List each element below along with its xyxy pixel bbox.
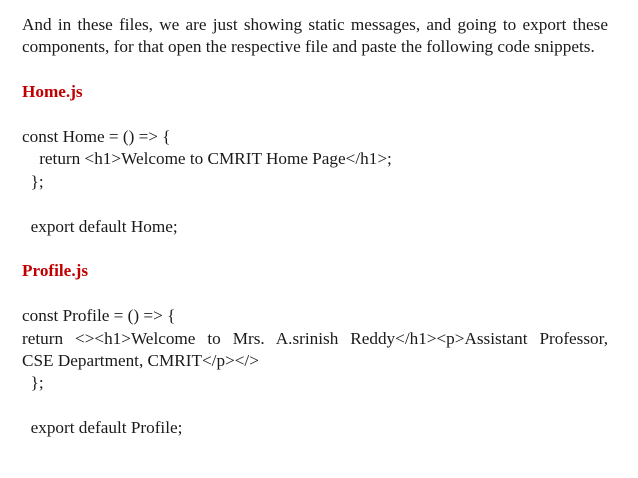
code-line: return <h1>Welcome to CMRIT Home Page</h1>;: [22, 149, 392, 169]
profile-code-block: [22, 305, 608, 439]
code-line: };: [22, 171, 44, 191]
spacer: [22, 238, 608, 260]
code-line: export default Profile;: [22, 418, 183, 438]
spacer: [22, 283, 608, 305]
code-line: const Home = () => {: [22, 126, 171, 146]
code-line: };: [22, 373, 44, 393]
code-line-empty: [22, 395, 608, 417]
home-heading: Home.js: [22, 82, 83, 102]
document-page: [22, 14, 608, 439]
intro-paragraph: And in these files, we are just showing static messages, and going to export these components, for that open the respective file and paste the following code snippets.: [22, 15, 608, 57]
spacer: [22, 104, 608, 126]
code-line-wrapped: return <><h1>Welcome to Mrs. A.srinish Reddy</h1><p>Assistant Professor,: [22, 328, 608, 348]
code-line: CSE Department, CMRIT</p></>: [22, 350, 259, 370]
code-line: [22, 193, 608, 215]
home-code-block: [22, 126, 608, 238]
spacer: [22, 59, 608, 81]
code-line: export default Home;: [22, 216, 178, 236]
code-line: const Profile = () => {: [22, 306, 176, 326]
profile-heading: Profile.js: [22, 261, 89, 281]
